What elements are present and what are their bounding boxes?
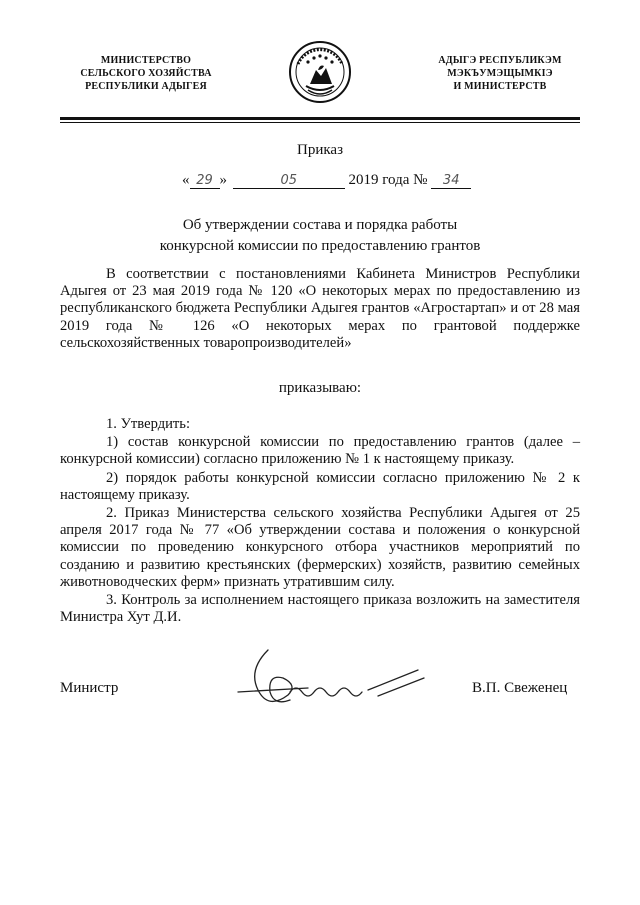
date-month-field: 05 bbox=[233, 173, 345, 189]
date-year-text: 2019 года № bbox=[348, 172, 428, 188]
header-right-line: И МИНИСТЕРСТВ bbox=[453, 81, 547, 92]
header-left-line: МИНИСТЕРСТВО bbox=[100, 55, 192, 66]
order-item: 1) состав конкурсной комиссии по предоставлению грантов (далее – конкурсной комиссии) согласно приложению № 1 к настоящему приказу. bbox=[60, 434, 580, 468]
order-item: 1. Утвердить: bbox=[106, 416, 191, 432]
header-divider-thin bbox=[60, 122, 580, 123]
header-right-line: МЭКЪУМЭЩЫМКIЭ bbox=[447, 68, 553, 79]
order-subject bbox=[0, 215, 640, 257]
subject-line: Об утверждении состава и порядка работы bbox=[182, 217, 458, 233]
header-left-line: РЕСПУБЛИКИ АДЫГЕЯ bbox=[85, 81, 207, 92]
decree-word: приказываю: bbox=[278, 380, 362, 396]
ministry-name-adyghe bbox=[400, 54, 600, 93]
date-day-field: 29 bbox=[190, 173, 220, 189]
header-left-line: СЕЛЬСКОГО ХОЗЯЙСТВА bbox=[80, 68, 212, 79]
header-divider-thick bbox=[60, 117, 580, 120]
order-number-field: 34 bbox=[431, 173, 471, 189]
preamble-paragraph: В соответствии с постановлениями Кабинета Министров Республики Адыгея от 23 мая 2019 года № 120 «О некоторых мерах по предоставлению из республиканского бюджета Республики Адыгея грантов «Агростартап» и от 28 мая 2019 года № 126 «О некоторых мерах по грантовой поддержке сельскохозяйственных товаропроизводителей» bbox=[60, 266, 580, 351]
order-items bbox=[60, 416, 580, 627]
signer-name: В.П. Свеженец bbox=[472, 680, 568, 696]
order-item: 2. Приказ Министерства сельского хозяйства Республики Адыгея от 25 апреля 2017 года № 77 «Об утверждении состава и положения о конкурсной комиссии по проведению конкурсного отбора участников мероприятий по созданию и развитию крестьянских (фермерских) хозяйств, развитию семейных животноводческих ферм» признать утратившим силу. bbox=[60, 505, 580, 590]
signer-position: Министр bbox=[60, 680, 119, 696]
open-quote: « bbox=[182, 172, 190, 188]
close-quote: » bbox=[219, 172, 227, 188]
coat-of-arms-icon bbox=[288, 40, 352, 104]
subject-line: конкурсной комиссии по предоставлению грантов bbox=[159, 238, 481, 254]
handwritten-signature bbox=[228, 640, 428, 720]
preamble-block bbox=[60, 266, 580, 352]
date-line bbox=[182, 172, 471, 189]
ministry-name-russian bbox=[46, 54, 246, 93]
order-item: 2) порядок работы конкурсной комиссии согласно приложению № 2 к настоящему приказу. bbox=[60, 469, 580, 503]
header-right-line: АДЫГЭ РЕСПУБЛИКЭМ bbox=[438, 55, 562, 66]
document-type: Приказ bbox=[296, 142, 343, 158]
order-item: 3. Контроль за исполнением настоящего приказа возложить на заместителя Министра Хут Д.И. bbox=[60, 592, 580, 626]
